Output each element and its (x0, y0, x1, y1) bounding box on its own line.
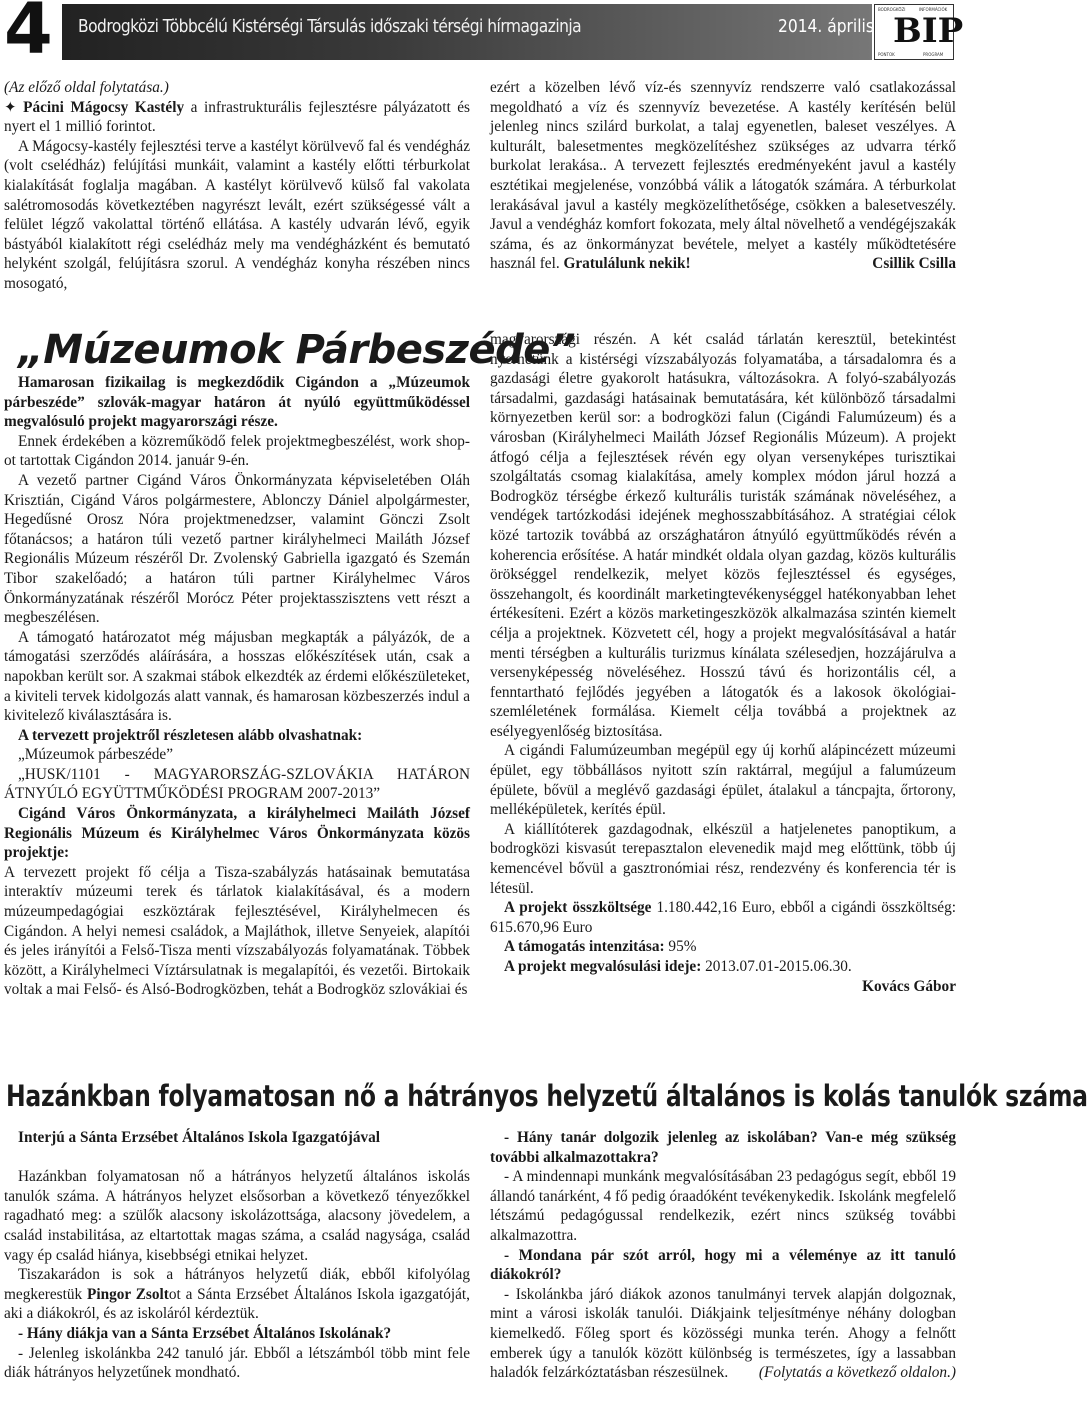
logo-text-top-right: INFORMÁCIÓK (919, 7, 948, 12)
school-paragraph: Hazánkban folyamatosan nő a hátrányos helyzetű általános iskolás tanulók száma. A hátrányos helyzet elsősorban a következő tényezőkkel ragadható meg: a szülők alacsony iskolázottsága, alacsony jövedelem, a család instabilitása, az eltartottak magas száma, a család nagysága, család vagy ép család hiánya, kisebbségi etnikai helyzet. (4, 1168, 470, 1264)
interview-question: - Hány tanár dolgozik jelenleg az iskolában? Van-e még szükség további alkalmazottakra? (490, 1129, 956, 1166)
interview-answer (490, 1285, 956, 1383)
continued-note: (Az előző oldal folytatása.) (4, 79, 169, 96)
interview-answer: - A mindennapi munkánk megvalósításában 23 pedagógus segít, ebből 19 állandó tanárként, 4 fő pedig óraadóként tevékenykedik. Iskolánk megfelelő létszámú pedagógussal rendelkezik, ezért nincs szükség további alkalmazottra. (490, 1168, 956, 1244)
interview-question: - Mondana pár szót arról, hogy mi a véleménye az itt tanuló diákokról? (490, 1246, 956, 1284)
school-paragraph-text: ot a Sánta Erzsébet Általános Iskola igazgatóját, aki a diákokról, és az iskoláról kérdeztük. (4, 1285, 471, 1323)
museum-article-right (490, 330, 956, 996)
logo-letters: BIP (893, 11, 964, 51)
support-intensity (490, 937, 956, 957)
logo-text-bottom-right: PROGRAM (923, 52, 944, 57)
museum-paragraph: A támogató határozatot még májusban megkapták a pályázók, de a támogatási szerződés aláírására, a hosszas előkészítések után, csak a napokban került sor. A szakmai stábok elkezdték az érdemi előkészületeket, a kiviteli tervek kidolgozás alatt vannak, és hamarosan közbeszerzés indul a kivitelező kiválasztására is. (4, 628, 470, 725)
project-period-value: 2013.07.01-2015.06.30. (701, 958, 852, 975)
museum-paragraph: magyarországi részén. A két család tárlatán keresztül, betekintést nyerhetünk a kistérségi vízszabályozás folyamatába, a társadalomra és a gazdasági életre gyakorolt hatásukra, változásokra. A folyó-szabályozás társadalmi, gazdasági hatásainak bemutatására, két különböző társadalmi környezetben kerül sor: a bodrogközi falun (Cigándi Falumúzeum) és a városban (Királyhelmeci Mailáth József Regionális Múzeum). A projekt átfogó célja a fejlesztések révén egy olyan versenyképes turisztikai szolgáltatás csomag kialakítása, amely komplex módon járul hozzá a Bodrogköz térségbe érkező kulturális turisták számának növeléséhez, a vendégek tartózkodási idejének meghosszabbításához. A stratégiai célok közé tartozik továbbá az országhatáron átnyúló együttműködés révén a koherencia erősítése. A határ mindkét oldala olyan gazdag, közös kulturális örökséggel rendelkezik, melyet közös fejlesztéssel és egységes, összehangolt, és koordinált marketingtevékenységgel hatékonyabban lehet értékesíteni. Ezért a közös marketingeszközök alkalmazása szintén kiemelt célja a projektnek. Közvetett cél, hogy a projekt megvalósításával a határ menti térségben a kulturális turizmus kínálata szélesedjen, hozzájárulva a versenyképesség növeléséhez. Hosszú távú és horizontális cél, a fenntartható fejlődés jegyében a látogatók és a lakosok ökológiai-szemléletének formálása. Kiemelt célja továbbá a projektnek az esélyegyenlőség biztosítása. (490, 331, 956, 740)
logo-text-bottom-left: PONTOK (878, 52, 895, 57)
castle-name: Pácini Mágocsy Kastély (23, 98, 185, 116)
museum-lead: Hamarosan fizikailag is megkezdődik Cigándon a „Múzeumok párbeszéde” szlovák-magyar határon át nyúló együttműködéssel megvalósuló projekt magyarországi része. (4, 374, 470, 431)
support-intensity-value: 95% (664, 938, 697, 956)
interview-answer: - Jelenleg iskolánkba 242 tanuló jár. Ebből a létszámból több mint fele diák hátrányos helyzetűnek mondható. (4, 1344, 470, 1382)
castle-paragraph-continued (490, 78, 956, 274)
school-article-left (4, 1128, 470, 1383)
castle-paragraph: A Mágocsy-kastély fejlesztési terve a kastélyt körülvevő fal és vendégház (volt cselédház) felújítási munkáit, valamint a kastély előtti térburkolat kialakítását foglalja magában. A kastélyt körülvevő külső fal vakolata salétromosodás következtében nagyrészt levált, ezért szükségessé vált a felület légző vakolattal történő ellátása. A kastély udvarán lévő, egyik bástyából kialakított régi cselédház mely ma vendégházként és bemutató helyként szolgál, felújításra szorul. A vendégház konyha részében nincs mosogató, (4, 137, 470, 292)
issue-date: 2014. április (778, 16, 874, 37)
interview-answer-text: - Iskolánkba járó diákok azonos tanulmányi tervek alapján dolgoznak, mint a városi iskolák tanulói. Diákjaink teljesítménye néhány dologban kiemelkedő. Főleg sport és közösségi munka terén. Ahogy a felnőtt emberek úgy a tanulók között különbség is természetes, így a lassabban haladók felzárkóztatásban részesülnek. (490, 1285, 956, 1382)
interview-question: - Hány diákja van a Sánta Erzsébet Általános Iskolának? (18, 1324, 392, 1342)
school-article-right (490, 1128, 956, 1383)
castle-article-right (490, 78, 956, 274)
museum-project-name: „Múzeumok párbeszéde” (18, 746, 174, 764)
castle-author: Csillik Csilla (872, 255, 956, 273)
museum-paragraph: Ennek érdekében a közreműködő felek projektmegbeszélést, work shop-ot tartottak Cigándon 2014. január 9-én. (4, 432, 470, 470)
bip-logo (874, 4, 964, 60)
project-cost-label: A projekt összköltsége (504, 899, 652, 917)
castle-lead-text: a infrastrukturális fejlesztésre pályázatott és nyert el 1 millió forintot. (4, 98, 470, 136)
museum-headline: „Múzeumok Párbeszéde” (18, 327, 576, 373)
project-period (490, 957, 956, 977)
museum-subheading: A tervezett projektről részletesen alább olvashatnak: (18, 726, 363, 744)
castle-article-left (4, 78, 470, 294)
project-cost (490, 898, 956, 937)
magazine-title: Bodrogközi Többcélú Kistérségi Társulás időszaki térségi hírmagazinja (78, 16, 582, 37)
page-header (0, 0, 964, 70)
castle-lead (4, 98, 470, 137)
page-number: 4 (4, 0, 53, 70)
spacer (4, 1148, 470, 1168)
support-intensity-label: A támogatás intenzitása: (504, 938, 665, 956)
museum-paragraph: A kiállítóterek gazdagodnak, elkészül a hatjelenetes panoptikum, a bodrogközi kisvasút terepasztalon elevenedik majd meg előttünk, több új kemencével bővül a gasztronómiai rész, rendezvény és konferencia tér is létesül. (490, 820, 956, 897)
continued-next-page: (Folytatás a következő oldalon.) (758, 1364, 956, 1382)
museum-program-name: „HUSK/1101 - MAGYARORSZÁG-SZLOVÁKIA HATÁRON ÁTNYÚLÓ EGYÜTTMŰKÖDÉSI PROGRAM 2007-2013” (4, 765, 470, 803)
museum-author: Kovács Gábor (862, 977, 956, 995)
museum-paragraph: A cigándi Falumúzeumban megépül egy új korhű alápincézett múzeumi épület, egy többállásos nyitott szín raktárral, megújul a falumúzeum épülete, bővül a meglévő gazdasági épület, átalakul a táncpajta, őrtorony, melléképületek, kerítés épül. (490, 742, 956, 819)
school-headline: Hazánkban folyamatosan nő a hátrányos helyzetű általános is kolás tanulók száma (6, 1079, 1088, 1113)
museum-article-left (4, 373, 470, 1000)
project-period-label: A projekt megvalósulási ideje: (504, 958, 702, 975)
museum-partners: Cigánd Város Önkormányzata, a királyhelmeci Mailáth József Regionális Múzeum és Királyhelmec Város Önkormányzata közös projektje: (4, 805, 470, 862)
museum-paragraph: A vezető partner Cigánd Város Önkormányzata képviseletében Oláh Krisztián, Cigánd Város polgármestere, Ablonczy Dániel alpolgármester, Hegedűsné Orosz Nóra projektmenedzser, valamint Gönczi Zsolt főtanácsos; a határon túli vezető partner királyhelmeci Mailáth József Regionális Múzeum részéről Dr. Zvolenský Gabriella igazgató és Szemán Tibor szakelőadó; a határon túli partner Királyhelmec Város Önkormányzatának részéről Morócz Péter projektasszisztens vett részt a megbeszélésen. (4, 471, 470, 627)
congrats-text: Gratulálunk nekik! (563, 255, 691, 273)
project-cost-value: 1.180.442,16 Euro, ebből a cigándi összköltség: 615.670,96 Euro (490, 899, 956, 936)
principal-name: Pingor Zsolt (86, 1285, 169, 1303)
school-paragraph (4, 1265, 470, 1324)
school-subtitle: Interjú a Sánta Erzsébet Általános Iskola Igazgatójával (18, 1129, 381, 1146)
museum-paragraph: A tervezett projekt fő célja a Tisza-szabályzás hatásainak bemutatása interaktív múzeumi terek és tárlatok kialakításával, és a modern múzeumpedagógiai eszköztárak fejlesztésével, Királyhelmecen és Cigándon. A helyi nemesi családok, a Majláthok, illetve Senyeiek, alapítói és jeles irányítói a Felső-Tisza menti vízszabályozás folyamatának. Többek között, a Királyhelmeci Víztársulatnak is megalapítói, és vezetői. Birtokaik voltak a mai Felső- és Alsó-Bodrogközben, tehát a Bodrogköz szlovákiai és (4, 863, 470, 999)
logo-text-top-left: BODROGKÖZI (878, 7, 906, 12)
castle-paragraph-text: ezért a közelben lévő víz-és szennyvíz rendszerre való csatlakozással megoldható a víz és szennyvíz bevezetése. A kastély kerítésén belül jelenleg nincs szilárd burkolat, a talaj egyenetlen, baleset veszélyes. A kulturált, balesetmentes megközelítéshez szükséges az udvarra térkő burkolat lerakása.. A tervezett fejlesztés eredményeként javul a kastély esztétikai megjelenése, vonzóbbá válik a látogatók számára. A térburkolat lerakásával javul a kastély megközelíthetősége, csökken a balesetveszély. Javul a vendégház komfort fokozata, mely által növelhető a vendégéjszakák száma, és az önkormányzat bevétele, melyet a kastély működtetésére használ fel. (490, 79, 956, 273)
school-paragraph-text: Tiszakarádon is sok a hátrányos helyzetű diák, ebből kifolyólag megkerestük (4, 1266, 470, 1303)
star-icon: ✦ (4, 97, 17, 116)
